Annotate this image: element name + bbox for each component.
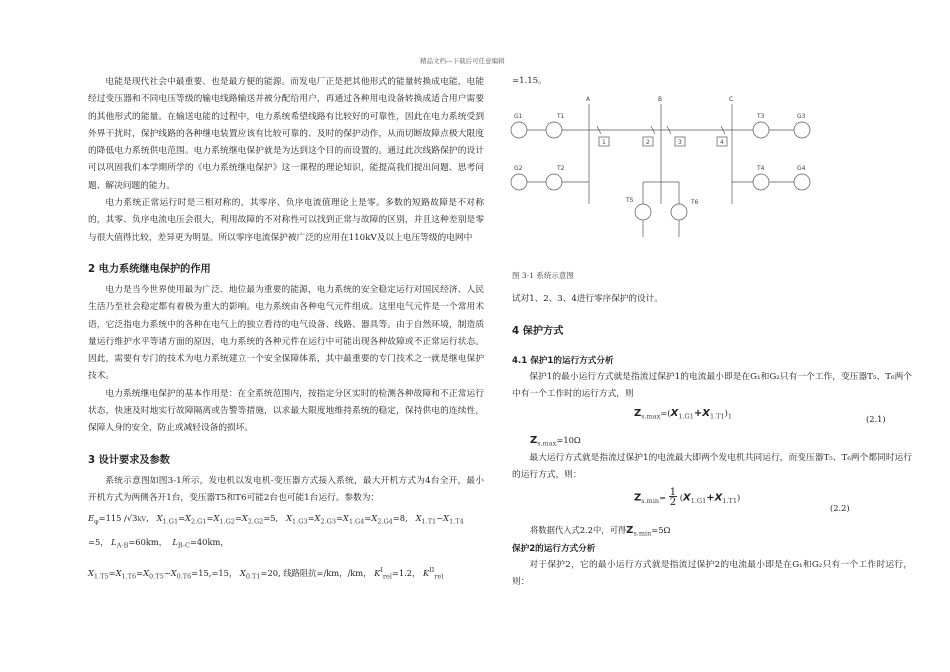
g3-label: G3 (797, 113, 806, 120)
section-heading-3: 3 设计要求及参数 (88, 454, 170, 466)
paragraph-requirements: 系统示意图如图3-1所示，发电机以发电机-变压器方式接入系统，最大开机方式为4台全开，最小开机方式为两侧各开1台，变压器T5和T6可能2台也可能1台运行。参数为： (88, 475, 484, 503)
t2-label: T2 (557, 165, 565, 172)
paragraph-intro: 电能是现代社会中最重要、也是最方便的能源。而发电厂正是把其他形式的能量转换成电能，电能经过变压器和不同电压等级的输电线路输送并被分配给用户，再通过各种用电设备转换成适合用户需要的其他形式的能量。在输送电能的过程中，电力系统希望线路有比较好的可靠性，因此在电力系统受到外界干扰时，保护线路的各种继电装置应该有比较可靠的、及时的保护动作，从而切断故障点极大限度的降低电力系统供电范围。电力系统继电保护就是为达到这个目的而设置的。通过此次线路保护的设计可以巩固我们本学期所学的《电力系统继电保护》这一课程的理论知识，能提高我们提出问题、思考问题、解决问题的能力。 (88, 77, 484, 191)
bus-b-label: B (658, 96, 663, 103)
page-header: 精品文档---下载后可任意编辑 (420, 57, 505, 65)
equation-2-2-number: (2.2) (830, 503, 850, 513)
section-heading-2: 2 电力系统继电保护的作用 (88, 263, 211, 275)
equation-2-1: $Z_{s.max}=(X_{1.G1}+X_{1.T1})_1$ (634, 408, 733, 421)
bus-c-label: C (729, 96, 734, 103)
parameter-line-3: $X_{1.T5}=X_{1.T6}=X_{0.T5}\sim X_{0.T6}=15,=15$， $X_{0.T1}=20$, 线路阻抗=/km，/km， $K^I_{rel}=1.2$， $K^{II}_{rel}$ (88, 565, 444, 580)
t1-label: T1 (557, 113, 565, 120)
equation-2-1-number: (2.1) (866, 414, 886, 424)
t6-label: T6 (691, 199, 699, 206)
paragraph-basic-function: 电力系统继电保护的基本作用是：在全系统范围内，按指定分区实时的检测各种故障和不正常运行状态，快速及时地实行故障隔离或告警等措施，以求最大限度地维持系统的稳定，保持供电的连续性，保障人身的安全，防止或减轻设备的损坏。 (88, 388, 484, 434)
subsection-heading-protection-2: 保护2的运行方式分析 (512, 544, 596, 554)
relay-4-label: 4 (720, 139, 724, 146)
paragraph-protection-1-max: 最大运行方式就是指流过保护1的电流最大即两个发电机共同运行，而变压器T₅、T₆两个都同时运行的运行方式，则： (512, 453, 912, 481)
section-heading-4: 4 保护方式 (512, 326, 564, 337)
parameter-line-1: $E_\varphi=115$ /√3kV, $X_{1.G1}=X_{2.G1}=X_{1.G2}=X_{2.G2}=5$, $X_{1.G3}=X_{2.G3}=X_{1.G4}=X_{2.G4}=8$, $X_{1.T1}\sim X_{1.T4}$ (88, 513, 464, 526)
system-diagram (505, 92, 835, 242)
left-column (88, 74, 484, 584)
t5-label: T5 (626, 197, 634, 204)
t4-label: T4 (757, 165, 765, 172)
relay-2-label: 2 (646, 139, 650, 146)
equation-zs-max: $Z_{s.max}=10\Omega$ (530, 435, 581, 448)
subsection-heading-4-1: 4.1 保护1的运行方式分析 (512, 356, 614, 366)
g2-label: G2 (514, 165, 523, 172)
equation-2-2: $Z_{s.min}= \frac{1}{2} (X_{1.G1}+X_{1.T1})$ (634, 487, 741, 508)
paragraph-power-system: 电力是当今世界使用最为广泛、地位最为重要的能源，电力系统的安全稳定运行对国民经济、人民生活乃至社会稳定都有着极为重大的影响。电力系统由各种电气元件组成。这里电气元件是一个常用术语，它泛指电力系统中的各种在电气上的独立看待的电气设备、线路、器具等。由于自然环境，制造质量运行维护水平等诸方面的原因，电力系统的各种元件在运行中可能出现各种故障或不正常运行状态。因此，需要有专门的技术为电力系统建立一个安全保障体系，其中最重要的专门技术之一就是继电保护技术。 (88, 284, 484, 382)
parameter-line-2: =5， $L_{A-B}=60km$， $L_{B-C}=40km$， (88, 536, 229, 550)
substitution-line: 将数据代入式2.2中，可得$Z_{s.min}=5\Omega$ (530, 525, 671, 538)
relay-1-label: 1 (602, 139, 606, 146)
g1-label: G1 (514, 113, 523, 120)
paragraph-zero-sequence: 电力系统正常运行时是三相对称的，其零序、负序电流值理论上是零。多数的短路故障是不对称的，其零、负序电流电压会很大，利用故障的不对称性可以找到正常与故障的区别，并且这种差别是零与很大值得比较，差异更为明显。所以零序电流保护被广泛的应用在110kV及以上电压等级的电网中 (88, 198, 484, 243)
task-statement: 试对1、2、3、4进行零序保护的设计。 (512, 294, 663, 304)
bus-a-label: A (586, 96, 591, 103)
relay-3-label: 3 (678, 139, 682, 146)
t3-label: T3 (757, 113, 765, 120)
continued-value: =1.15。 (512, 76, 547, 86)
g4-label: G4 (797, 165, 806, 172)
figure-caption: 图 3-1 系统示意图 (512, 271, 574, 280)
paragraph-protection-1-min: 保护1的最小运行方式就是指流过保护1的电流最小即是在G₁和G₂只有一个工作，变压器T₅、T₆两个中有一个工作时的运行方式，则 (512, 372, 912, 400)
paragraph-protection-2-min: 对于保护2，它的最小运行方式就是指流过保护2的电流最小即是在G₁和G₂只有一个工作时运行，则： (512, 560, 912, 588)
